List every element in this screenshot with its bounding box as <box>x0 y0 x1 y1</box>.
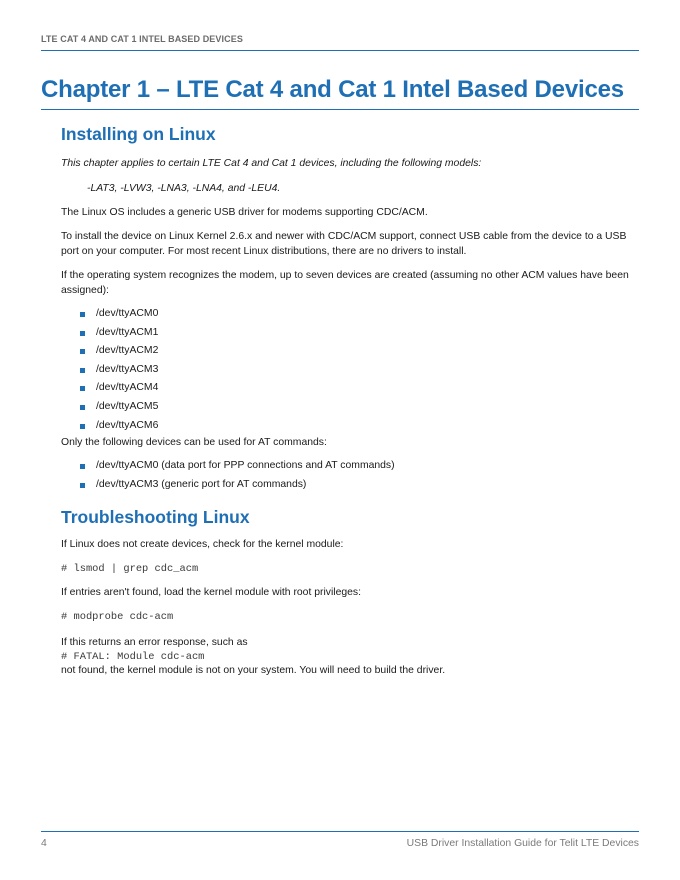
list-item <box>61 305 639 324</box>
at-commands-paragraph: Only the following devices can be used for AT commands: <box>61 437 327 449</box>
bullet-square-icon <box>80 386 85 391</box>
running-header: LTE CAT 4 AND CAT 1 INTEL BASED DEVICES <box>41 34 243 44</box>
chapter-rule <box>41 109 639 110</box>
list-item <box>61 361 639 380</box>
list-item <box>61 457 639 476</box>
list-item <box>61 417 639 436</box>
bullet-square-icon <box>80 349 85 354</box>
bullet-square-icon <box>80 312 85 317</box>
list-item <box>61 476 639 495</box>
page-number: 4 <box>41 838 47 849</box>
at-device-list <box>61 457 639 494</box>
list-item <box>61 324 639 343</box>
bullet-square-icon <box>80 368 85 373</box>
fatal-error-line: # FATAL: Module cdc-acm <box>61 651 205 664</box>
bullet-square-icon <box>80 424 85 429</box>
list-item-text: /dev/ttyACM0 <box>96 308 159 319</box>
load-module-paragraph: If entries aren't found, load the kernel module with root privileges: <box>61 587 362 599</box>
footer-doc-title: USB Driver Installation Guide for Telit LTE Devices <box>406 838 639 849</box>
list-item-text: /dev/ttyACM5 <box>96 400 159 412</box>
bullet-square-icon <box>80 405 85 410</box>
section-heading-installing: Installing on Linux <box>61 124 216 144</box>
list-item-text: /dev/ttyACM3 <box>96 363 159 375</box>
check-module-paragraph: If Linux does not create devices, check for the kernel module: <box>61 539 344 551</box>
list-item-text: /dev/ttyACM6 <box>96 419 159 431</box>
device-list <box>61 305 639 435</box>
install-paragraph: To install the device on Linux Kernel 2.6.x and newer with CDC/ACM support, connect USB cable from the device to a USB port on your computer. For most recent Linux distributions, there are no drivers to install. <box>61 231 627 257</box>
list-item-text: /dev/ttyACM0 (data port for PPP connections and AT commands) <box>96 460 395 472</box>
list-item-text: /dev/ttyACM3 (generic port for AT commands) <box>96 478 307 490</box>
header-rule <box>41 50 639 51</box>
list-item-text: /dev/ttyACM4 <box>96 382 159 394</box>
section-heading-troubleshooting: Troubleshooting Linux <box>61 507 250 528</box>
page-content <box>61 122 639 678</box>
chapter-title: Chapter 1 – LTE Cat 4 and Cat 1 Intel Based Devices <box>41 76 624 103</box>
error-response-paragraph: If this returns an error response, such as <box>61 637 248 649</box>
list-item <box>61 379 639 398</box>
build-driver-paragraph: not found, the kernel module is not on your system. You will need to build the driver. <box>61 665 446 677</box>
recognition-paragraph: If the operating system recognizes the modem, up to seven devices are created (assuming no other ACM values have been assigned): <box>61 270 629 296</box>
list-item-text: /dev/ttyACM2 <box>96 345 159 357</box>
bullet-square-icon <box>80 464 85 469</box>
footer-rule <box>41 831 639 832</box>
bullet-square-icon <box>80 331 85 336</box>
modprobe-command: # modprobe cdc-acm <box>61 611 174 624</box>
lsmod-command: # lsmod | grep cdc_acm <box>61 563 199 576</box>
model-list: -LAT3, -LVW3, -LNA3, -LNA4, and -LEU4. <box>87 183 281 194</box>
list-item <box>61 398 639 417</box>
generic-driver-paragraph: The Linux OS includes a generic USB driver for modems supporting CDC/ACM. <box>61 207 428 218</box>
list-item <box>61 342 639 361</box>
bullet-square-icon <box>80 483 85 488</box>
intro-paragraph: This chapter applies to certain LTE Cat 4 and Cat 1 devices, including the following models: <box>61 158 482 169</box>
list-item-text: /dev/ttyACM1 <box>96 326 159 338</box>
